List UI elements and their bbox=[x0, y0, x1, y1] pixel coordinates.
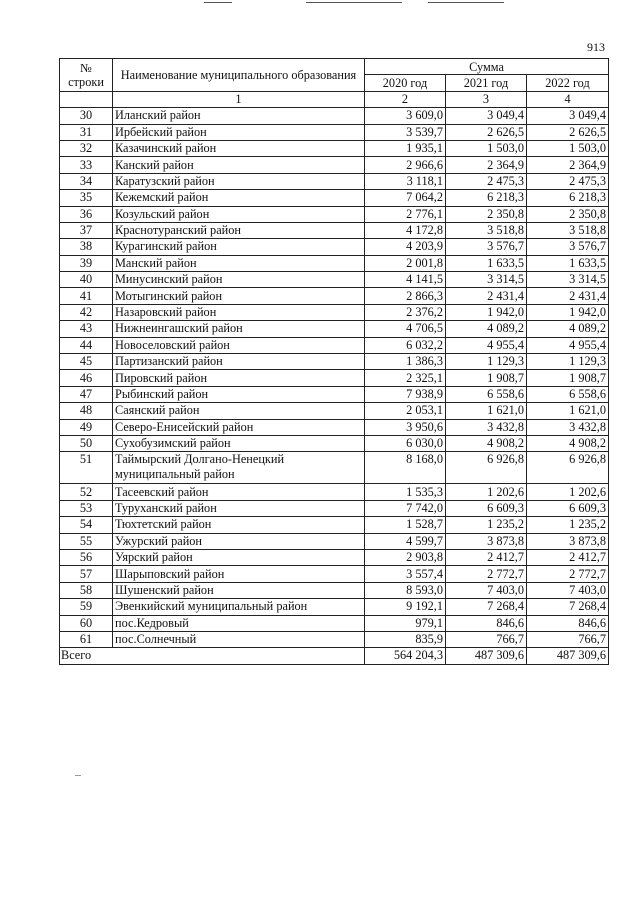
page-number: 913 bbox=[587, 40, 605, 54]
row-value-2022: 2 772,7 bbox=[527, 566, 609, 582]
row-value-2022: 1 129,3 bbox=[527, 354, 609, 370]
col-index-2: 2 bbox=[365, 91, 446, 107]
row-name: Ужурский район bbox=[113, 533, 365, 549]
row-number: 58 bbox=[60, 582, 113, 598]
table-row bbox=[60, 140, 609, 156]
row-value-2020: 4 203,9 bbox=[365, 239, 446, 255]
row-name: Тюхтетский район bbox=[113, 517, 365, 533]
row-value-2022: 2 475,3 bbox=[527, 173, 609, 189]
row-value-2022: 2 364,9 bbox=[527, 157, 609, 173]
header-name: Наименование муниципального образования bbox=[113, 59, 365, 92]
row-value-2022: 1 235,2 bbox=[527, 517, 609, 533]
row-number: 51 bbox=[60, 452, 113, 484]
row-value-2022: 7 268,4 bbox=[527, 599, 609, 615]
row-value-2020: 2 903,8 bbox=[365, 549, 446, 565]
row-value-2020: 4 172,8 bbox=[365, 222, 446, 238]
table-row bbox=[60, 337, 609, 353]
row-value-2020: 2 776,1 bbox=[365, 206, 446, 222]
total-2021: 487 309,6 bbox=[446, 648, 527, 664]
col-index-4: 4 bbox=[527, 91, 609, 107]
row-value-2022: 4 955,4 bbox=[527, 337, 609, 353]
row-value-2021: 3 518,8 bbox=[446, 222, 527, 238]
row-value-2020: 1 386,3 bbox=[365, 354, 446, 370]
row-name: Туруханский район bbox=[113, 500, 365, 516]
row-value-2020: 1 935,1 bbox=[365, 140, 446, 156]
row-value-2022: 766,7 bbox=[527, 631, 609, 647]
row-name: Ирбейский район bbox=[113, 124, 365, 140]
row-name: Козульский район bbox=[113, 206, 365, 222]
row-value-2020: 4 141,5 bbox=[365, 272, 446, 288]
row-name: Таймырский Долгано-Ненецкий муниципальный район bbox=[113, 452, 365, 484]
row-value-2022: 3 049,4 bbox=[527, 108, 609, 124]
row-value-2020: 3 950,6 bbox=[365, 419, 446, 435]
row-number: 32 bbox=[60, 140, 113, 156]
row-value-2021: 4 955,4 bbox=[446, 337, 527, 353]
table-row bbox=[60, 500, 609, 516]
row-name: Новоселовский район bbox=[113, 337, 365, 353]
row-number: 59 bbox=[60, 599, 113, 615]
row-name: Казачинский район bbox=[113, 140, 365, 156]
row-value-2020: 7 938,9 bbox=[365, 386, 446, 402]
row-value-2021: 1 633,5 bbox=[446, 255, 527, 271]
header-year-2020: 2020 год bbox=[365, 75, 446, 91]
top-rule-left bbox=[204, 2, 232, 3]
row-value-2022: 3 432,8 bbox=[527, 419, 609, 435]
row-number: 34 bbox=[60, 173, 113, 189]
row-value-2020: 1 535,3 bbox=[365, 484, 446, 500]
row-number: 41 bbox=[60, 288, 113, 304]
row-number: 47 bbox=[60, 386, 113, 402]
row-number: 48 bbox=[60, 403, 113, 419]
table-row bbox=[60, 239, 609, 255]
row-value-2021: 1 621,0 bbox=[446, 403, 527, 419]
row-value-2021: 4 089,2 bbox=[446, 321, 527, 337]
table-row bbox=[60, 222, 609, 238]
row-number: 49 bbox=[60, 419, 113, 435]
row-value-2022: 2 412,7 bbox=[527, 549, 609, 565]
row-number: 33 bbox=[60, 157, 113, 173]
row-value-2022: 4 908,2 bbox=[527, 435, 609, 451]
col-index-0 bbox=[60, 91, 113, 107]
row-number: 36 bbox=[60, 206, 113, 222]
table-row bbox=[60, 190, 609, 206]
table-body bbox=[60, 108, 609, 648]
table-row bbox=[60, 452, 609, 484]
row-value-2022: 2 350,8 bbox=[527, 206, 609, 222]
row-value-2021: 3 873,8 bbox=[446, 533, 527, 549]
top-rule-center bbox=[306, 2, 402, 3]
row-value-2021: 766,7 bbox=[446, 631, 527, 647]
row-number: 54 bbox=[60, 517, 113, 533]
row-name: Шушенский район bbox=[113, 582, 365, 598]
row-number: 46 bbox=[60, 370, 113, 386]
table-row bbox=[60, 321, 609, 337]
row-value-2020: 979,1 bbox=[365, 615, 446, 631]
row-number: 56 bbox=[60, 549, 113, 565]
table-row bbox=[60, 370, 609, 386]
row-value-2022: 3 576,7 bbox=[527, 239, 609, 255]
row-number: 61 bbox=[60, 631, 113, 647]
row-value-2022: 2 626,5 bbox=[527, 124, 609, 140]
row-name: Эвенкийский муниципальный район bbox=[113, 599, 365, 615]
table-row bbox=[60, 566, 609, 582]
row-name: Пировский район bbox=[113, 370, 365, 386]
row-value-2021: 2 772,7 bbox=[446, 566, 527, 582]
row-value-2022: 1 908,7 bbox=[527, 370, 609, 386]
col-index-3: 3 bbox=[446, 91, 527, 107]
table-row bbox=[60, 419, 609, 435]
table-row bbox=[60, 255, 609, 271]
row-number: 42 bbox=[60, 304, 113, 320]
row-value-2021: 6 218,3 bbox=[446, 190, 527, 206]
row-value-2021: 1 942,0 bbox=[446, 304, 527, 320]
row-value-2020: 9 192,1 bbox=[365, 599, 446, 615]
row-name: Манский район bbox=[113, 255, 365, 271]
row-value-2022: 4 089,2 bbox=[527, 321, 609, 337]
budget-table bbox=[59, 58, 609, 665]
row-value-2020: 1 528,7 bbox=[365, 517, 446, 533]
row-value-2020: 4 599,7 bbox=[365, 533, 446, 549]
table-row bbox=[60, 108, 609, 124]
row-number: 45 bbox=[60, 354, 113, 370]
row-value-2022: 6 926,8 bbox=[527, 452, 609, 484]
total-row bbox=[60, 648, 609, 664]
table-row bbox=[60, 124, 609, 140]
row-number: 55 bbox=[60, 533, 113, 549]
row-name: Иланский район bbox=[113, 108, 365, 124]
row-name: Мотыгинский район bbox=[113, 288, 365, 304]
header-row-number: № строки bbox=[60, 59, 113, 92]
row-value-2020: 8 168,0 bbox=[365, 452, 446, 484]
col-index-1: 1 bbox=[113, 91, 365, 107]
row-value-2021: 2 350,8 bbox=[446, 206, 527, 222]
row-value-2020: 2 376,2 bbox=[365, 304, 446, 320]
table-row bbox=[60, 157, 609, 173]
row-value-2021: 1 235,2 bbox=[446, 517, 527, 533]
row-value-2020: 835,9 bbox=[365, 631, 446, 647]
table-row bbox=[60, 272, 609, 288]
row-value-2021: 1 129,3 bbox=[446, 354, 527, 370]
row-value-2022: 6 218,3 bbox=[527, 190, 609, 206]
row-value-2022: 3 314,5 bbox=[527, 272, 609, 288]
row-name: Минусинский район bbox=[113, 272, 365, 288]
row-name: Северо-Енисейский район bbox=[113, 419, 365, 435]
row-name: Шарыповский район bbox=[113, 566, 365, 582]
row-value-2022: 1 202,6 bbox=[527, 484, 609, 500]
row-value-2020: 6 030,0 bbox=[365, 435, 446, 451]
top-rule-right bbox=[428, 2, 504, 3]
row-value-2020: 2 966,6 bbox=[365, 157, 446, 173]
total-2020: 564 204,3 bbox=[365, 648, 446, 664]
row-number: 53 bbox=[60, 500, 113, 516]
row-value-2022: 1 503,0 bbox=[527, 140, 609, 156]
row-value-2022: 6 609,3 bbox=[527, 500, 609, 516]
row-name: пос.Кедровый bbox=[113, 615, 365, 631]
row-value-2021: 1 202,6 bbox=[446, 484, 527, 500]
header-year-2021: 2021 год bbox=[446, 75, 527, 91]
table-row bbox=[60, 403, 609, 419]
row-name: Тасеевский район bbox=[113, 484, 365, 500]
row-value-2020: 4 706,5 bbox=[365, 321, 446, 337]
header-sum: Сумма bbox=[365, 59, 609, 75]
row-name: Сухобузимский район bbox=[113, 435, 365, 451]
row-value-2021: 4 908,2 bbox=[446, 435, 527, 451]
row-name: Курагинский район bbox=[113, 239, 365, 255]
header-year-2022: 2022 год bbox=[527, 75, 609, 91]
row-value-2022: 3 873,8 bbox=[527, 533, 609, 549]
row-number: 37 bbox=[60, 222, 113, 238]
row-value-2021: 3 576,7 bbox=[446, 239, 527, 255]
row-value-2022: 7 403,0 bbox=[527, 582, 609, 598]
row-value-2020: 7 742,0 bbox=[365, 500, 446, 516]
total-2022: 487 309,6 bbox=[527, 648, 609, 664]
row-value-2021: 2 626,5 bbox=[446, 124, 527, 140]
row-value-2021: 6 926,8 bbox=[446, 452, 527, 484]
row-value-2021: 6 558,6 bbox=[446, 386, 527, 402]
row-value-2020: 6 032,2 bbox=[365, 337, 446, 353]
row-value-2022: 6 558,6 bbox=[527, 386, 609, 402]
row-value-2021: 7 268,4 bbox=[446, 599, 527, 615]
row-value-2021: 7 403,0 bbox=[446, 582, 527, 598]
row-number: 50 bbox=[60, 435, 113, 451]
table-row bbox=[60, 435, 609, 451]
row-value-2021: 2 412,7 bbox=[446, 549, 527, 565]
table-row bbox=[60, 354, 609, 370]
row-name: Кежемский район bbox=[113, 190, 365, 206]
row-number: 38 bbox=[60, 239, 113, 255]
table-row bbox=[60, 304, 609, 320]
table-row bbox=[60, 533, 609, 549]
row-value-2021: 846,6 bbox=[446, 615, 527, 631]
row-name: Каратузский район bbox=[113, 173, 365, 189]
row-value-2020: 2 053,1 bbox=[365, 403, 446, 419]
table-row bbox=[60, 599, 609, 615]
row-number: 40 bbox=[60, 272, 113, 288]
row-value-2020: 7 064,2 bbox=[365, 190, 446, 206]
row-name: Нижнеингашский район bbox=[113, 321, 365, 337]
table-row bbox=[60, 206, 609, 222]
row-value-2021: 2 364,9 bbox=[446, 157, 527, 173]
row-name: Партизанский район bbox=[113, 354, 365, 370]
row-value-2022: 2 431,4 bbox=[527, 288, 609, 304]
row-name: Саянский район bbox=[113, 403, 365, 419]
row-value-2021: 1 503,0 bbox=[446, 140, 527, 156]
row-number: 35 bbox=[60, 190, 113, 206]
row-value-2020: 8 593,0 bbox=[365, 582, 446, 598]
row-name: Назаровский район bbox=[113, 304, 365, 320]
row-number: 52 bbox=[60, 484, 113, 500]
row-number: 57 bbox=[60, 566, 113, 582]
row-value-2022: 1 633,5 bbox=[527, 255, 609, 271]
row-name: Рыбинский район bbox=[113, 386, 365, 402]
table-row bbox=[60, 615, 609, 631]
row-name: Канский район bbox=[113, 157, 365, 173]
row-name: Уярский район bbox=[113, 549, 365, 565]
row-number: 30 bbox=[60, 108, 113, 124]
scan-mark bbox=[75, 775, 81, 776]
table-row bbox=[60, 631, 609, 647]
row-value-2021: 3 049,4 bbox=[446, 108, 527, 124]
total-label: Всего bbox=[60, 648, 365, 664]
row-value-2021: 6 609,3 bbox=[446, 500, 527, 516]
table-row bbox=[60, 517, 609, 533]
row-number: 39 bbox=[60, 255, 113, 271]
row-name: Краснотуранский район bbox=[113, 222, 365, 238]
row-value-2020: 3 118,1 bbox=[365, 173, 446, 189]
table-row bbox=[60, 173, 609, 189]
table-row bbox=[60, 549, 609, 565]
row-value-2020: 2 001,8 bbox=[365, 255, 446, 271]
table-row bbox=[60, 288, 609, 304]
table-row bbox=[60, 386, 609, 402]
table-row bbox=[60, 582, 609, 598]
table-row bbox=[60, 484, 609, 500]
row-value-2022: 846,6 bbox=[527, 615, 609, 631]
row-value-2022: 1 942,0 bbox=[527, 304, 609, 320]
row-value-2021: 3 314,5 bbox=[446, 272, 527, 288]
row-value-2022: 3 518,8 bbox=[527, 222, 609, 238]
row-number: 43 bbox=[60, 321, 113, 337]
row-value-2021: 1 908,7 bbox=[446, 370, 527, 386]
row-value-2021: 2 431,4 bbox=[446, 288, 527, 304]
row-value-2022: 1 621,0 bbox=[527, 403, 609, 419]
row-value-2020: 2 866,3 bbox=[365, 288, 446, 304]
row-value-2020: 3 539,7 bbox=[365, 124, 446, 140]
row-value-2020: 3 557,4 bbox=[365, 566, 446, 582]
row-number: 44 bbox=[60, 337, 113, 353]
row-number: 60 bbox=[60, 615, 113, 631]
row-number: 31 bbox=[60, 124, 113, 140]
row-value-2021: 3 432,8 bbox=[446, 419, 527, 435]
row-name: пос.Солнечный bbox=[113, 631, 365, 647]
row-value-2021: 2 475,3 bbox=[446, 173, 527, 189]
row-value-2020: 3 609,0 bbox=[365, 108, 446, 124]
row-value-2020: 2 325,1 bbox=[365, 370, 446, 386]
